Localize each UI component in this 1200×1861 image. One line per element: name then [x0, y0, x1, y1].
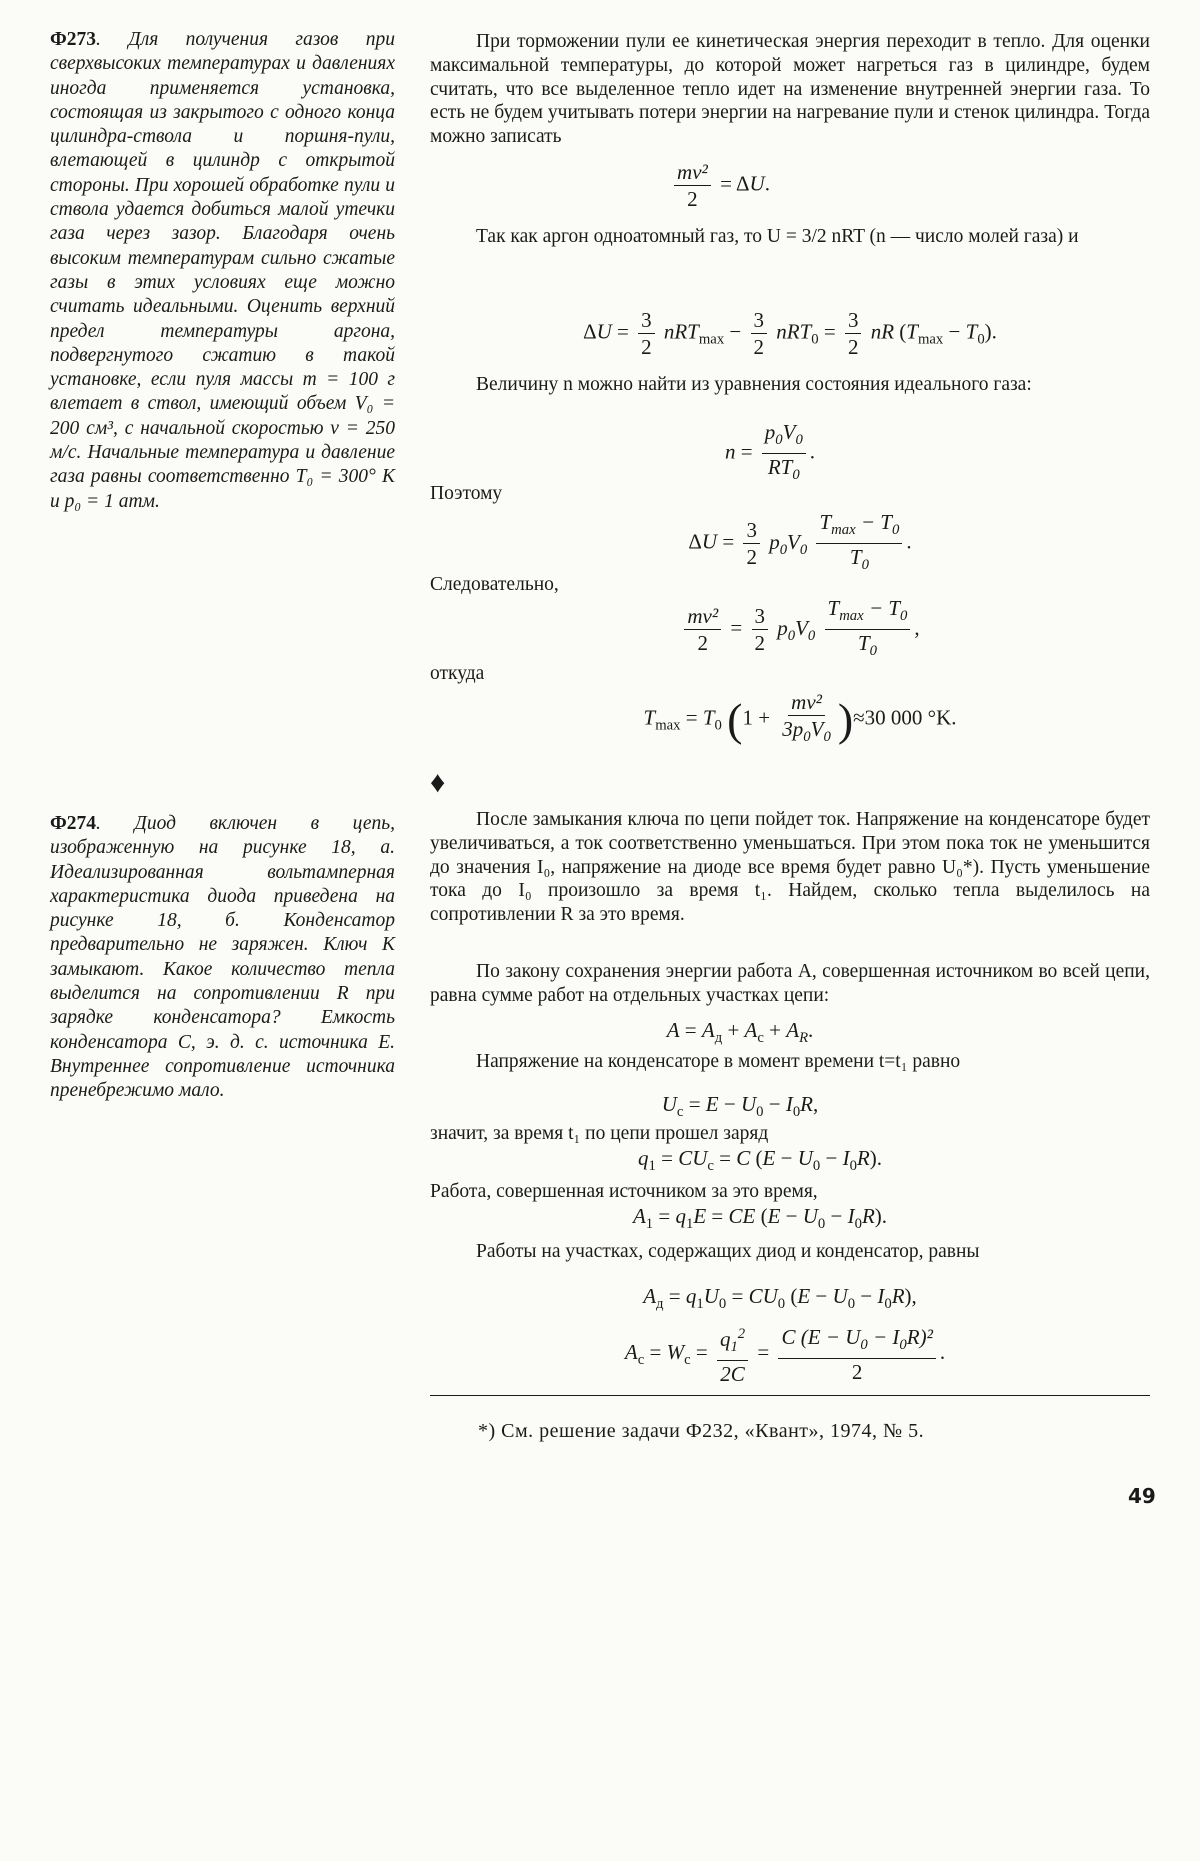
problem-f274: Ф274. Диод включен в цепь, изображенную на рисунке 18, а. Идеализированная вольтамперная характеристика диода приведена на рисунке 18, б. Конденсатор предварительно не заряжен. Ключ К замыкают. Какое количество тепла выделится на сопротивлении R при зарядке конденсатора? Емкость конденсатора C, э. д. с. источника E. Внутреннее сопротивление источника пренебрежимо мало. — [50, 813, 395, 1102]
problem-f273-text: Для получения газов при сверхвысоких температурах и давлениях иногда применяется установка, состоящая из закрытого с одного конца цилиндра-ствола и поршня-пули, влетающей в цилиндр с открытой стороны. При хорошей обработке пули и ствола удается добиться малой утечки газа через зазор. Благодаря очень высоким температурам сильно сжатые газы в этих условиях еще можно считать идеальными. Оценить верхний предел температуры аргона, подвергнутого сжатию в такой установке, если пуля массы m = 100 г влетает в ствол, имеющий объем V₀ = 200 см³, с начальной скоростью v = 250 м/с. Начальные температура и давление газа равны соответственно T₀ = 300° K и p₀ = 1 атм. — [50, 29, 395, 512]
solution-f274-p5: Работа, совершенная источником за это время, — [430, 1181, 818, 1202]
solution-f274-p6: Работы на участках, содержащих диод и конденсатор, равны — [476, 1241, 980, 1262]
equation-work-diode: $A_д = q_1U_0 = CU_0$ $(E - U_0 - I_0R)$, — [643, 1284, 917, 1313]
footnote-divider — [430, 1395, 1150, 1396]
tmax-result: ≈30 000 °K. — [853, 705, 957, 730]
solution-f273-p1: При торможении пули ее кинетическая энергия переходит в тепло. Для оценки максимальной температуры, до которой может нагреться газ в цилиндре, будем считать, что все выделенное тепло идет на изменение внутренней энергии газа. То есть не будем учитывать потери энергии на нагревание пули и стенок цилиндра. Тогда можно записать — [430, 31, 1150, 148]
equation-work-capacitor: $A_c = W_c$ = $\frac{q_1^2}{2C}$ = $\frac{C (E - U_0 - I_0R)^2}{2}$ . — [540, 1322, 1030, 1386]
solution-f273-p3: Величину n можно найти из уравнения состояния идеального газа: — [476, 374, 1032, 395]
equation-moles: n = $\frac{p_0V_0}{RT_0}$ . — [724, 420, 816, 484]
solution-f274-p3: Напряжение на конденсаторе в момент времени t=t₁ равно — [476, 1051, 961, 1072]
problem-f273: Ф273. Для получения газов при сверхвысоких температурах и давлениях иногда применяется установка, состоящая из закрытого с одного конца цилиндра-ствола и поршня-пули, влетающей в цилиндр с открытой стороны. При хорошей обработке пули и ствола удается добиться малой утечки газа через зазор. Благодаря очень высоким температурам сильно сжатые газы в этих условиях еще можно считать идеальными. Оценить верхний предел температуры аргона, подвергнутого сжатию в такой установке, если пуля массы m = 100 г влетает в ствол, имеющий объем V₀ = 200 см³, с начальной скоростью v = 250 м/с. Начальные температура и давление газа равны соответственно T₀ = 300° K и p₀ = 1 атм. — [50, 29, 395, 512]
equation-delta-u: ΔU = $\frac{3}{2}$ nRT$_{max}$ − $\frac{3}{2}$ nRT$_0$ = $\frac{3}{2}$ nR $(T_{max} - T_0)$. — [583, 308, 997, 359]
equation-tmax: $T_{max} = T_0$ (1 + $\frac{\text{mv²}}{3p_0V_0}$ )≈30 000 °K. — [643, 690, 957, 746]
solution-f273-p4: Поэтому — [430, 483, 503, 504]
solution-f273-p6: откуда — [430, 663, 485, 684]
equation-uc: $U_c = E - U_0 - I_0R$, — [661, 1092, 819, 1121]
footnote: *) См. решение задачи Ф232, «Квант», 1974, № 5. — [478, 1420, 925, 1442]
solution-f273-p5: Следовательно, — [430, 574, 559, 595]
equation-work-source: $A_1 = q_1E$ = CE $(E - U_0 - I_0R)$. — [632, 1204, 888, 1233]
solution-f273-p2: Так как аргон одноатомный газ, то U = 3/2 nRT (n — число молей газа) и — [476, 226, 1079, 247]
problem-f273-number: Ф273 — [50, 29, 96, 50]
page-number: 49 — [1128, 1484, 1156, 1508]
problem-f274-number: Ф274 — [50, 813, 96, 834]
solution-f274-p4: значит, за время t₁ по цепи прошел заряд — [430, 1123, 769, 1144]
solution-f274-p1: После замыкания ключа по цепи пойдет ток. Напряжение на конденсаторе будет увеличиваться, а ток соответственно уменьшаться. При этом пока ток не уменьшится до значения I₀, напряжение на диоде все время будет равно U₀*). Пусть уменьшение тока до I₀ произошло за время t₁. Найдем, сколько тепла выделилось на сопротивлении R за это время. — [430, 809, 1150, 926]
equation-charge: $q_1 = CU_c = C$ $(E - U_0 - I_0R)$. — [638, 1146, 882, 1175]
equation-energy-balance: $\frac{\text{mv²}}{2}$ = $\frac{3}{2}$ $p_0V_0$ $\frac{T_{max} - T_0}{T_0}$ , — [600, 596, 1000, 663]
equation-delta-u-result: ΔU = $\frac{3}{2}$ $p_0V_0$ $\frac{T_{max} - T_0}{T_0}$ . — [688, 510, 912, 574]
equation-work-sum: $A = A_д + A_c + A_R$. — [666, 1018, 814, 1047]
section-diamond-icon: ♦ — [430, 766, 446, 799]
equation-kinetic-energy: $\frac{\text{mv²}}{2}$ = ΔU. — [600, 160, 840, 211]
solution-f274-p2: По закону сохранения энергии работа A, совершенная источником во всей цепи, равна сумме работ на отдельных участках цепи: — [430, 961, 1150, 1006]
problem-f274-text: Диод включен в цепь, изображенную на рисунке 18, а. Идеализированная вольтамперная характеристика диода приведена на рисунке 18, б. Конденсатор предварительно не заряжен. Ключ К замыкают. Какое количество тепла выделится на сопротивлении R при зарядке конденсатора? Емкость конденсатора C, э. д. с. источника E. Внутреннее сопротивление источника пренебрежимо мало. — [50, 813, 395, 1102]
